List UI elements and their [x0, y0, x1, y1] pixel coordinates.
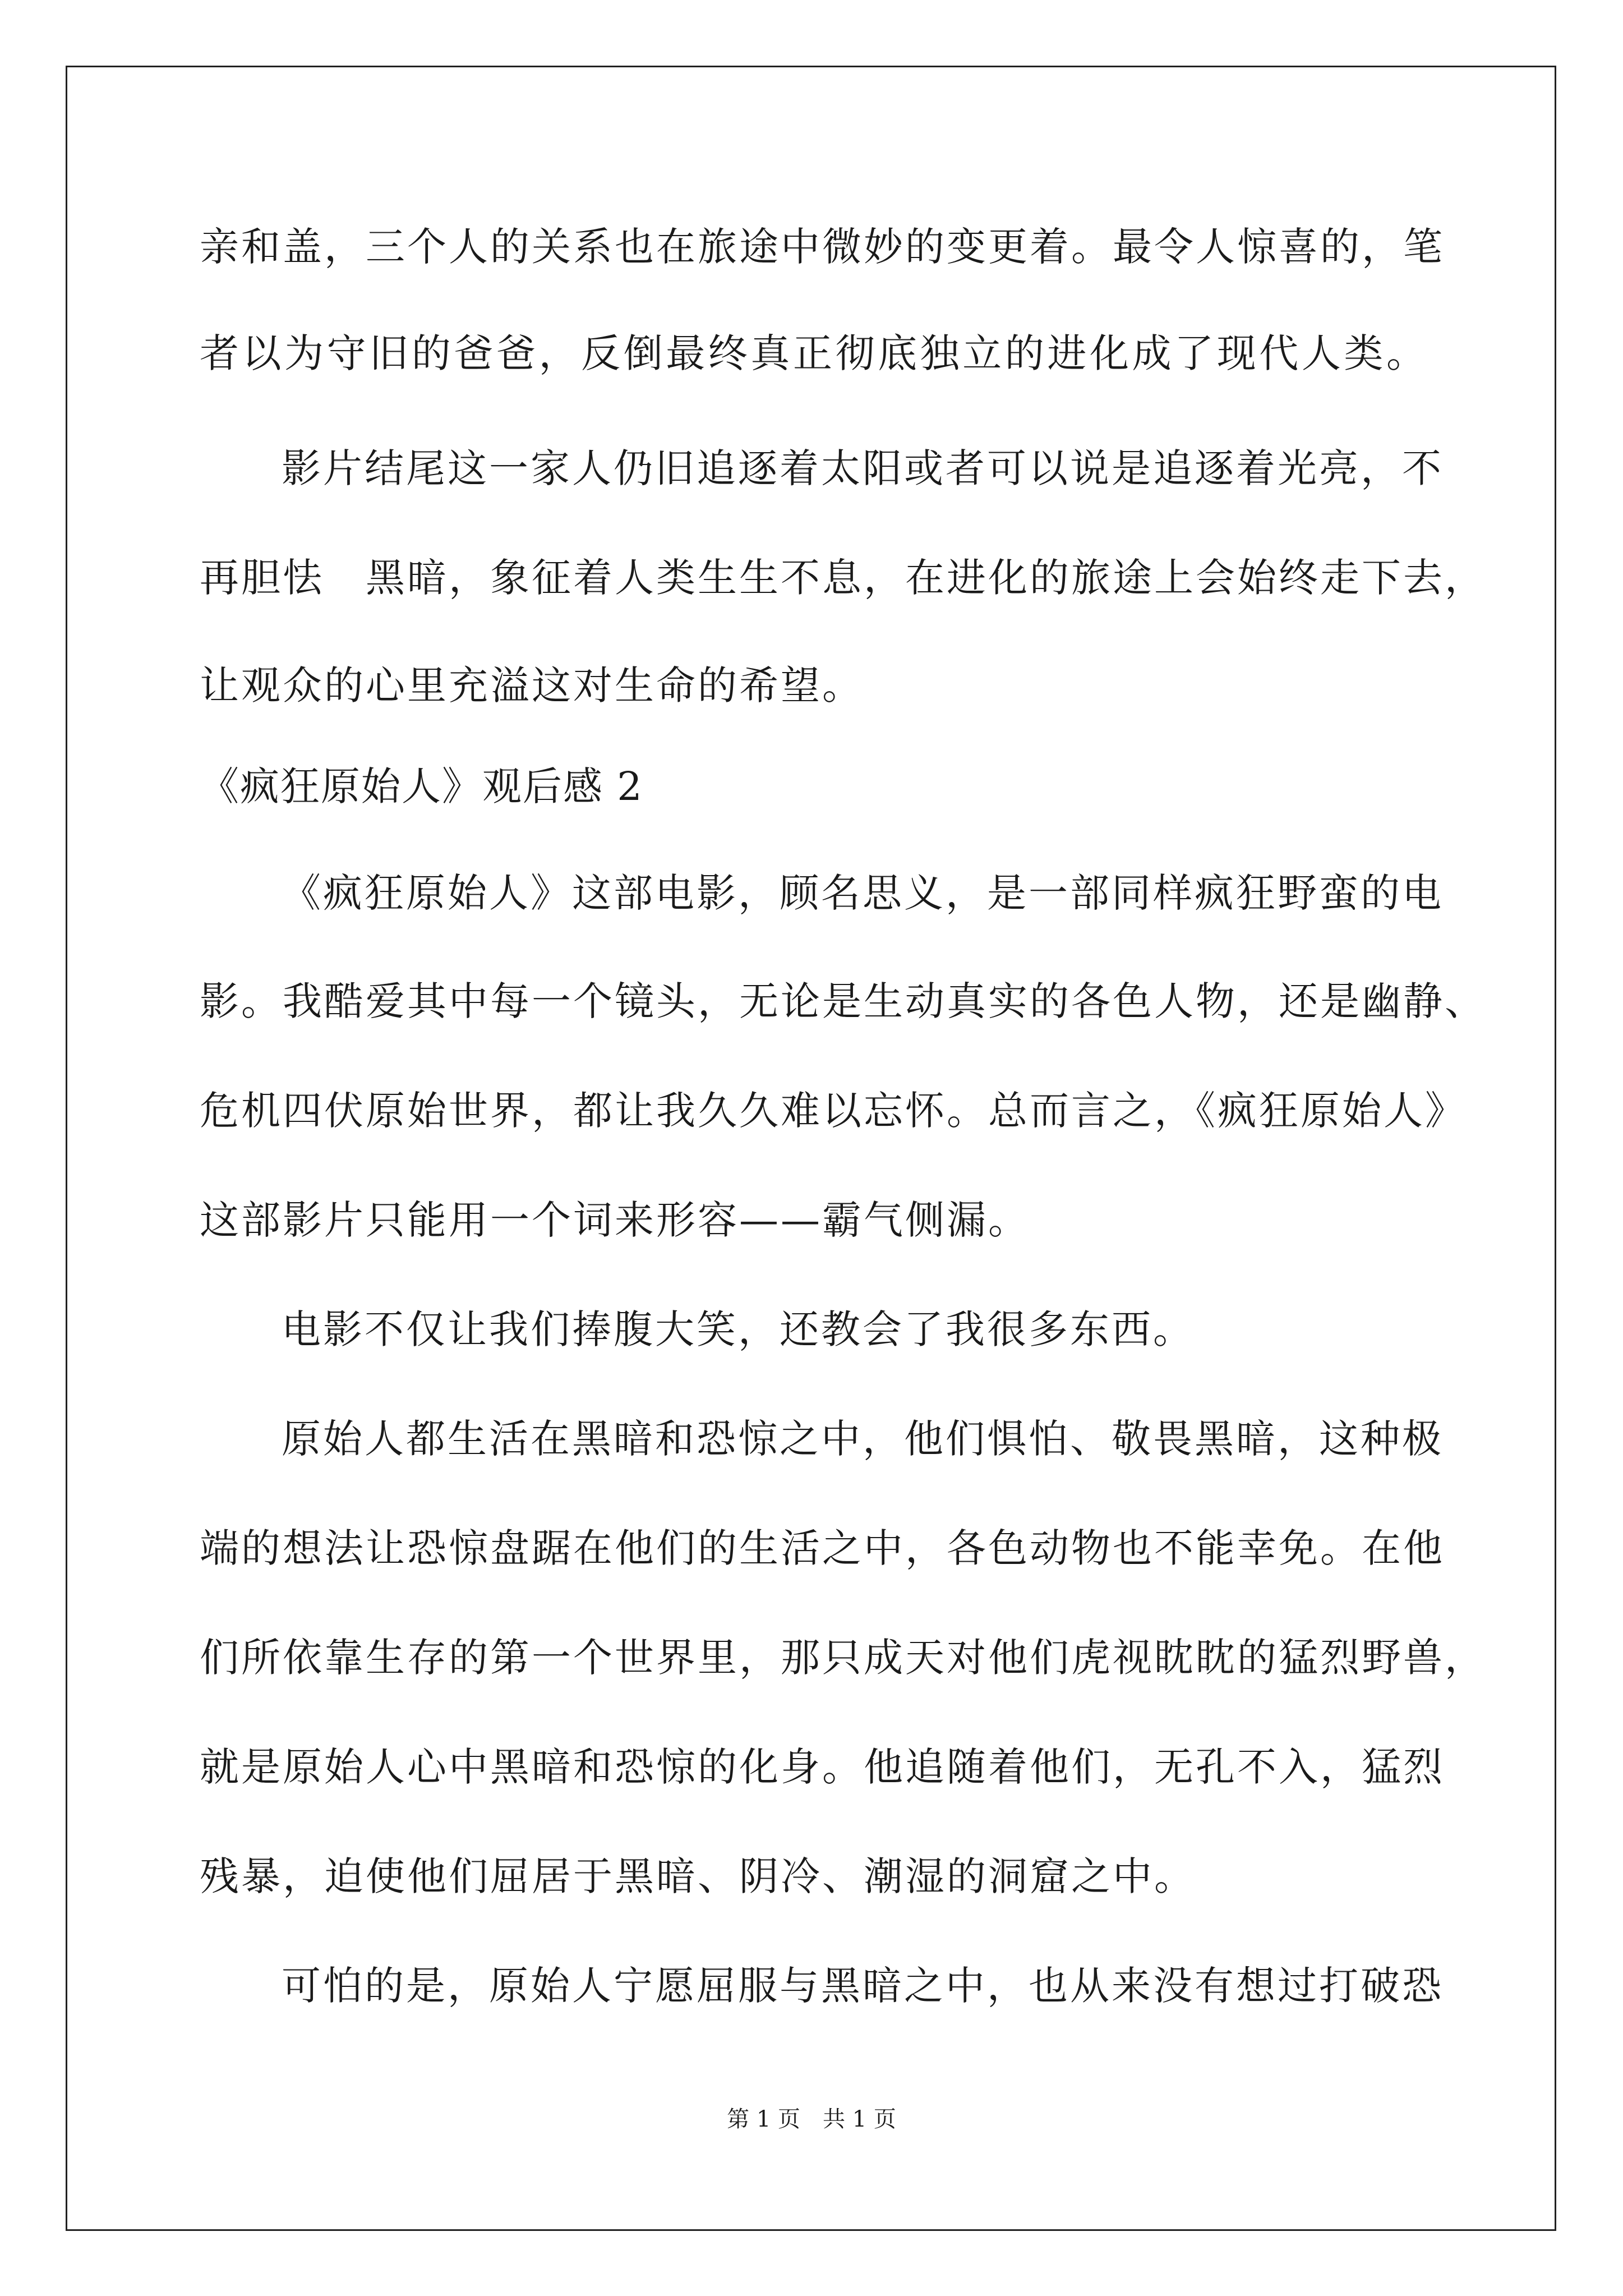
text-line: 就是原始人心中黑暗和恐惊的化身。他追随着他们，无孔不入，猛烈 — [200, 1744, 1445, 1790]
paragraph-start-line: 电影不仅让我们捧腹大笑，还教会了我很多东西。 — [282, 1306, 1195, 1352]
text-line: 端的想法让恐惊盘踞在他们的生活之中，各色动物也不能幸免。在他 — [200, 1525, 1445, 1571]
text-line: 危机四伏原始世界，都让我久久难以忘怀。总而言之，《疯狂原始人》 — [200, 1088, 1467, 1134]
text-line: 影。我酷爱其中每一个镜头，无论是生动真实的各色人物，还是幽静、 — [200, 978, 1486, 1024]
page-border — [66, 66, 1556, 2231]
paragraph-start-line: 可怕的是，原始人宁愿屈服与黑暗之中，也从来没有想过打破恐 — [282, 1963, 1444, 2009]
text-line: 残暴，迫使他们屈居于黑暗、阴冷、潮湿的洞窟之中。 — [200, 1853, 1196, 1899]
page-number-footer: 第 1 页 共 1 页 — [727, 2106, 896, 2132]
text-line: 这部影片只能用一个词来形容——霸气侧漏。 — [200, 1197, 1030, 1243]
paragraph-start-line: 原始人都生活在黑暗和恐惊之中，他们惧怕、敬畏黑暗，这种极 — [282, 1416, 1444, 1462]
text-line: 者以为守旧的爸爸，反倒最终真正彻底独立的进化成了现代人类。 — [200, 330, 1428, 376]
text-line: 们所依靠生存的第一个世界里，那只成天对他们虎视眈眈的猛烈野兽， — [200, 1635, 1486, 1681]
section-heading: 《疯狂原始人》观后感 2 — [200, 763, 643, 809]
text-line: 再胆怯 黑暗，象征着人类生生不息，在进化的旅途上会始终走下去， — [200, 555, 1486, 601]
paragraph-start-line: 影片结尾这一家人仍旧追逐着太阳或者可以说是追逐着光亮，不 — [282, 445, 1444, 491]
text-line: 亲和盖，三个人的关系也在旅途中微妙的变更着。最令人惊喜的，笔 — [200, 224, 1445, 270]
paragraph-start-line: 《疯狂原始人》这部电影，顾名思义，是一部同样疯狂野蛮的电 — [282, 870, 1444, 916]
text-line: 让观众的心里充溢这对生命的希望。 — [200, 662, 864, 708]
